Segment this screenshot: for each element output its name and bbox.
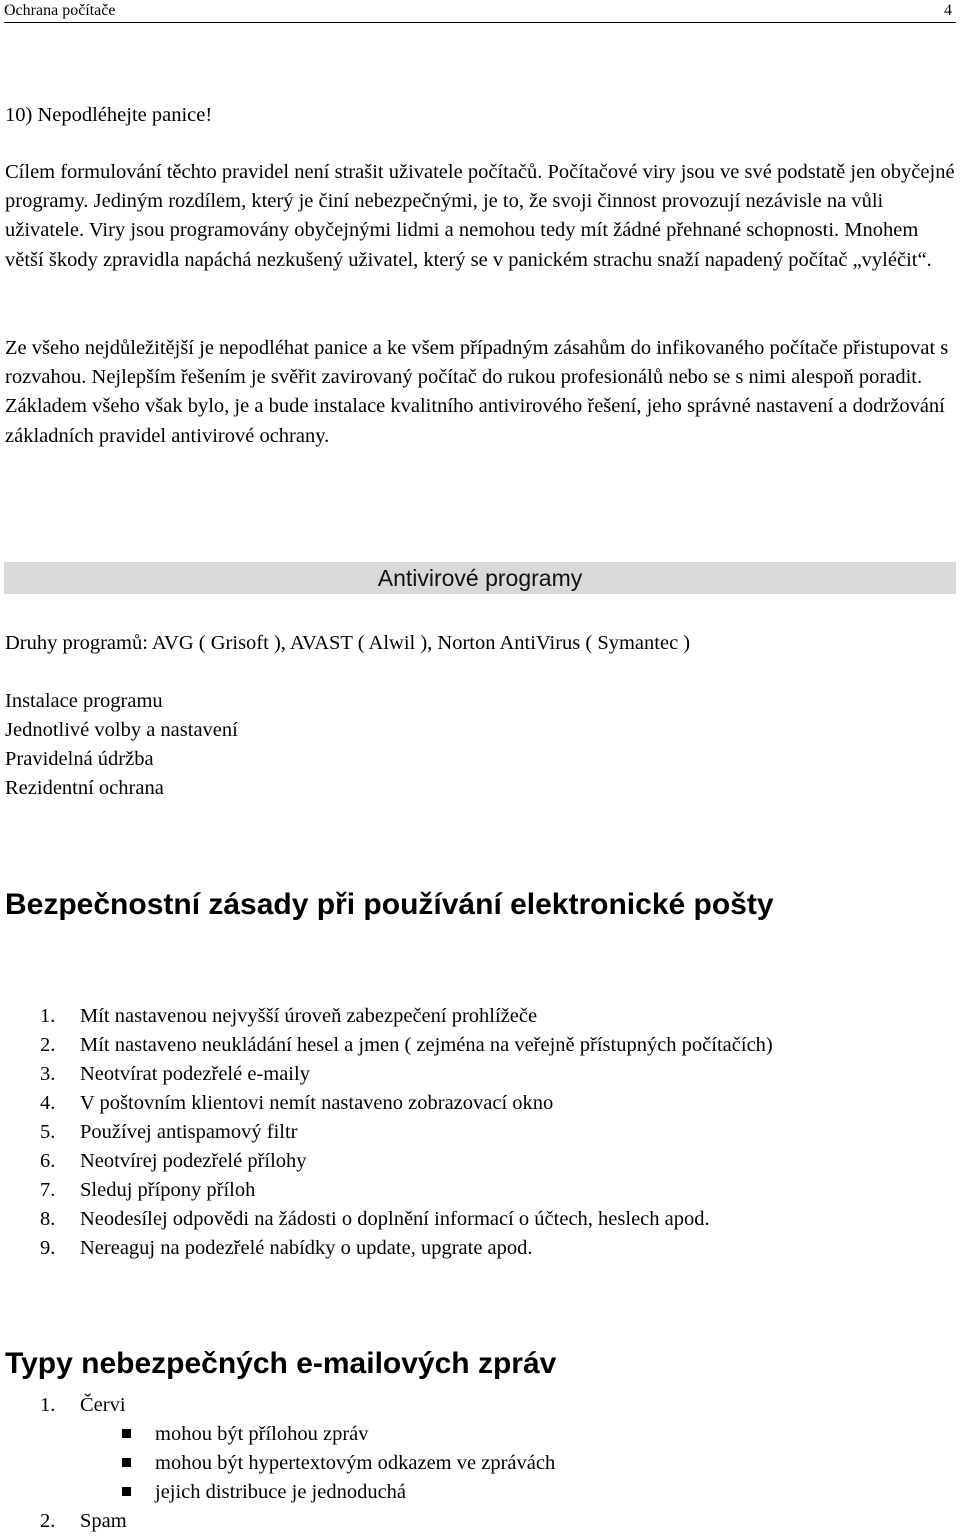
list-number: 2. bbox=[40, 1510, 56, 1532]
header-rule bbox=[4, 22, 956, 23]
dangerous-emails-heading: Typy nebezpečných e-mailových zpráv bbox=[5, 1347, 557, 1380]
antivirus-topic: Instalace programu bbox=[5, 690, 163, 712]
square-bullet-icon bbox=[122, 1429, 131, 1438]
list-text: Spam bbox=[80, 1510, 127, 1532]
bullet-text: mohou být přílohou zpráv bbox=[155, 1423, 369, 1445]
page-header bbox=[4, 0, 956, 24]
list-text: Sleduj přípony příloh bbox=[80, 1179, 256, 1201]
list-text: Neotvírat podezřelé e-maily bbox=[80, 1063, 310, 1085]
list-number: 1. bbox=[40, 1005, 56, 1027]
email-rules-heading: Bezpečnostní zásady při používání elektronické pošty bbox=[5, 888, 774, 921]
list-number: 3. bbox=[40, 1063, 56, 1085]
list-number: 5. bbox=[40, 1121, 56, 1143]
list-text: Mít nastavenou nejvyšší úroveň zabezpečení prohlížeče bbox=[80, 1005, 538, 1027]
bullet-text: jejich distribuce je jednoduchá bbox=[155, 1481, 407, 1503]
list-text: V poštovním klientovi nemít nastaveno zobrazovací okno bbox=[80, 1092, 554, 1114]
list-text: Mít nastaveno neukládání hesel a jmen ( zejména na veřejně přístupných počítačích) bbox=[80, 1034, 773, 1056]
list-number: 4. bbox=[40, 1092, 56, 1114]
list-text: Neodesílej odpovědi na žádosti o doplnění informací o účtech, heslech apod. bbox=[80, 1208, 710, 1230]
square-bullet-icon bbox=[122, 1458, 131, 1467]
section-10-heading: 10) Nepodléhejte panice! bbox=[5, 104, 213, 126]
antivirus-topic: Jednotlivé volby a nastavení bbox=[5, 719, 238, 741]
list-number: 9. bbox=[40, 1237, 56, 1259]
list-text: Červi bbox=[80, 1394, 126, 1416]
list-number: 8. bbox=[40, 1208, 56, 1230]
bullet-text: mohou být hypertextovým odkazem ve zprávách bbox=[155, 1452, 556, 1474]
square-bullet-icon bbox=[122, 1487, 131, 1496]
list-text: Používej antispamový filtr bbox=[80, 1121, 298, 1143]
list-text: Neotvírej podezřelé přílohy bbox=[80, 1150, 307, 1172]
section-10-paragraph-2: Ze všeho nejdůležitější je nepodléhat panice a ke všem případným zásahům do infikovaného počítače přistupovat s rozvahou. Nejlepším řešením je svěřit zavirovaný počítač do rukou profesionálů nebo se s nimi alespoň poradit. Základem všeho však bylo, je a bude instalace kvalitního antivirového řešení, jeho správné nastavení a dodržování základních pravidel antivirové ochrany. bbox=[5, 337, 949, 447]
antivirus-topic: Pravidelná údržba bbox=[5, 748, 154, 770]
antivirus-types: Druhy programů: AVG ( Grisoft ), AVAST ( Alwil ), Norton AntiVirus ( Symantec ) bbox=[5, 632, 691, 654]
antivirus-topic: Rezidentní ochrana bbox=[5, 777, 164, 799]
antivirus-banner: Antivirové programy bbox=[4, 562, 956, 594]
page-number: 4 bbox=[944, 2, 952, 19]
list-number: 1. bbox=[40, 1394, 56, 1416]
section-10-paragraph-1: Cílem formulování těchto pravidel není strašit uživatele počítačů. Počítačové viry jsou ve své podstatě jen obyčejné programy. Jediným rozdílem, který je činí nebezpečnými, je to, že svoji činnost provozují nezávisle na vůli uživatele. Viry jsou programovány obyčejnými lidmi a nemohou tedy mít žádné přehnané schopnosti. Mnohem větší škody zpravidla napáchá nezkušený uživatel, který se v panickém strachu snaží napadený počítač „vyléčit“. bbox=[5, 161, 955, 271]
header-title: Ochrana počítače bbox=[4, 2, 116, 19]
list-number: 6. bbox=[40, 1150, 56, 1172]
list-text: Nereaguj na podezřelé nabídky o update, upgrate apod. bbox=[80, 1237, 533, 1259]
list-number: 7. bbox=[40, 1179, 56, 1201]
list-number: 2. bbox=[40, 1034, 56, 1056]
